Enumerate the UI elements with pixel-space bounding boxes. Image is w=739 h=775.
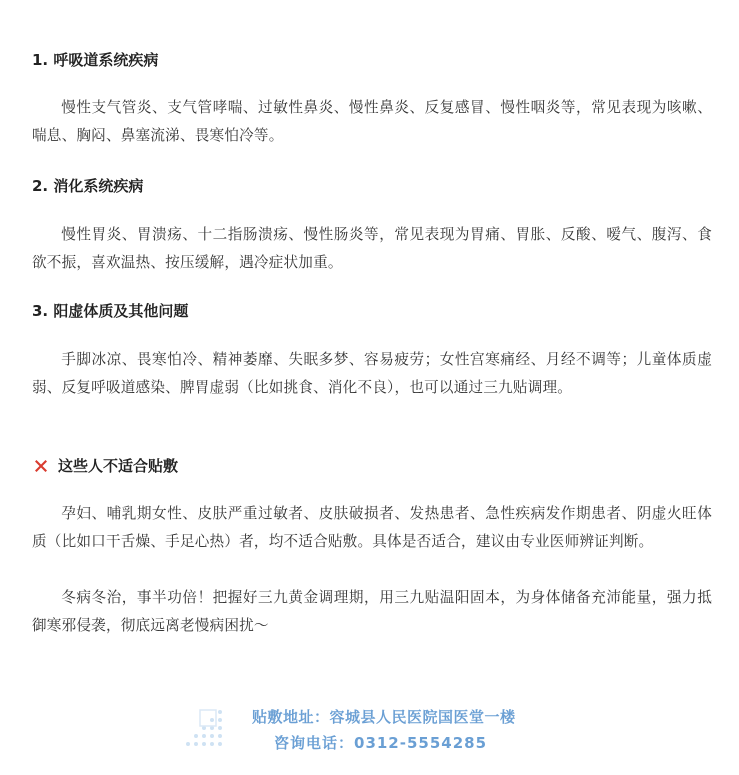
section-body-unsuitable: 孕妇、哺乳期女性、皮肤严重过敏者、皮肤破损者、发热患者、急性疾病发作期患者、阴虚火旺体质（比如口干舌燥、手足心热）者，均不适合贴敷。具体是否适合，建议由专业医师辨证判断。 [32, 505, 712, 550]
dotted-grid-decoration-icon [180, 706, 236, 752]
section-body-respiratory: 慢性支气管炎、支气管哮喘、过敏性鼻炎、慢性鼻炎、反复感冒、慢性咽炎等，常见表现为咳嗽、喘息、胸闷、鼻塞流涕、畏寒怕冷等。 [32, 99, 712, 144]
section-heading-unsuitable: 这些人不适合贴敷 [58, 457, 179, 475]
footer-phone: 咨询电话：0312-5554285 [274, 734, 488, 752]
x-mark-icon [32, 457, 50, 475]
section-heading-unsuitable-wrap [32, 454, 178, 478]
closing-paragraph: 冬病冬治，事半功倍！把握好三九黄金调理期，用三九贴温阳固本，为身体储备充沛能量，强力抵御寒邪侵袭，彻底远离老慢病困扰～ [32, 589, 712, 634]
section-heading-respiratory: 1. 呼吸道系统疾病 [32, 51, 159, 69]
section-body-digestive: 慢性胃炎、胃溃疡、十二指肠溃疡、慢性肠炎等，常见表现为胃痛、胃胀、反酸、嗳气、腹泻、食欲不振，喜欢温热、按压缓解，遇冷症状加重。 [32, 226, 712, 271]
footer-contact [180, 700, 580, 760]
section-body-yang-deficiency: 手脚冰凉、畏寒怕冷、精神萎靡、失眠多梦、容易疲劳；女性宫寒痛经、月经不调等；儿童体质虚弱、反复呼吸道感染、脾胃虚弱（比如挑食、消化不良），也可以通过三九贴调理。 [32, 351, 712, 396]
section-heading-digestive: 2. 消化系统疾病 [32, 177, 144, 195]
footer-address: 贴敷地址：容城县人民医院国医堂一楼 [252, 708, 516, 726]
section-heading-yang-deficiency: 3. 阳虚体质及其他问题 [32, 302, 189, 320]
